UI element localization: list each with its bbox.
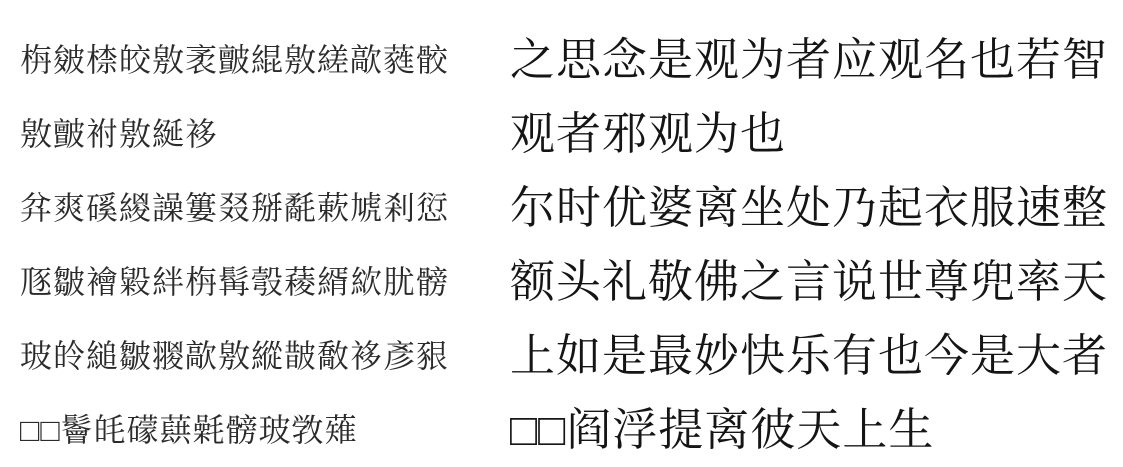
- parallel-text-row: [0, 393, 1123, 467]
- chinese-line-4: 额头礼敬佛之言说世尊兜率天: [510, 256, 1109, 307]
- chinese-line-1: 之思念是观为者应观名也若智: [510, 34, 1109, 85]
- parallel-text-row: [0, 171, 1123, 245]
- chinese-line-6: □□阎浮提离彼天上生: [510, 404, 935, 455]
- tangut-line-6: □□鬠㿞礞蕻氉髈玻敩薙: [20, 412, 358, 448]
- tangut-line-2: 敫皽祔敫綖袳: [20, 116, 219, 152]
- chinese-line-5: 上如是最妙快乐有也今是大者: [510, 330, 1109, 381]
- tangut-line-4: 豗皺襘毇絆栴髯彀薐縃絘肬髈: [20, 264, 450, 300]
- chinese-line-3: 尔时优婆离坐处乃起衣服速整: [510, 182, 1109, 233]
- chinese-line-2: 观者邪观为也: [510, 108, 787, 159]
- parallel-text-row: [0, 245, 1123, 319]
- tangut-line-3: 弅爽磎緵譟簍叕掰氄蔌虓剎愆: [20, 190, 450, 226]
- tangut-line-5: 玻皊縋皺翪歊敫縱皵敿袳彥豤: [20, 338, 450, 374]
- parallel-text-row: [0, 23, 1123, 97]
- parallel-text-row: [0, 319, 1123, 393]
- tangut-line-1: 栴皴㮏皎敫袤皽緄敫縒歊蕤骹: [20, 42, 450, 78]
- parallel-text-row: [0, 97, 1123, 171]
